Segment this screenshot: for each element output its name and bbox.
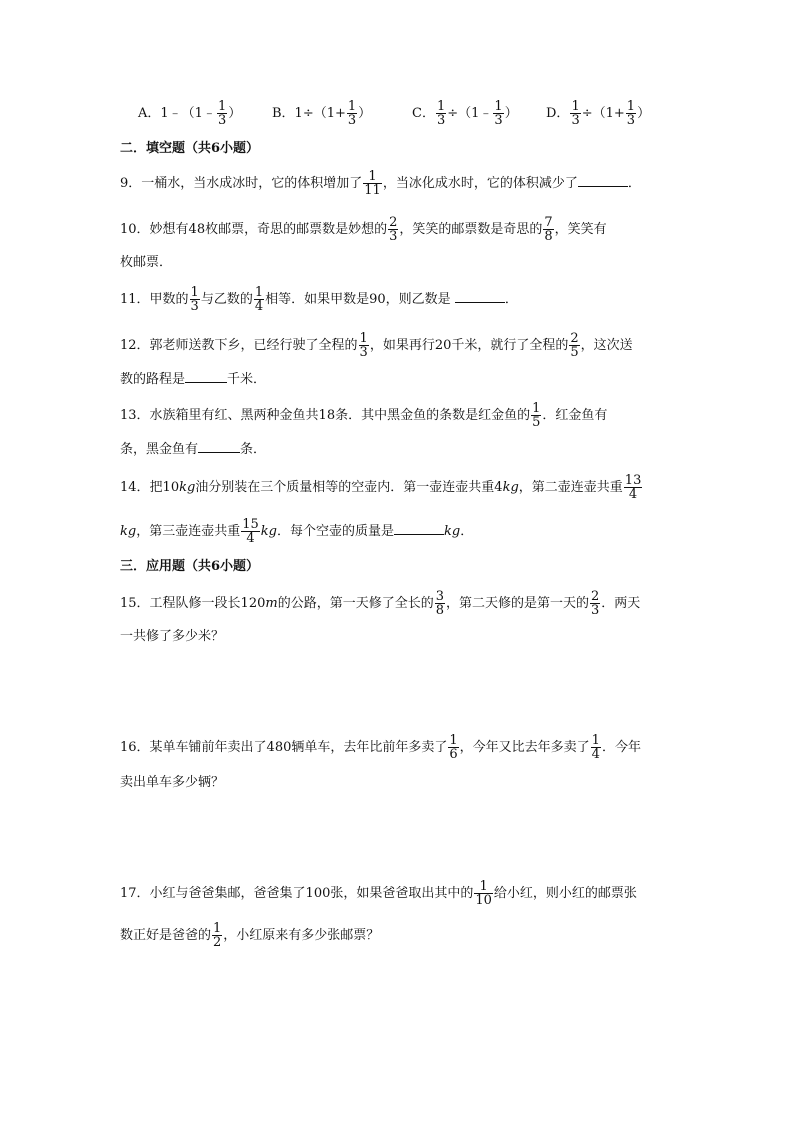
fraction: $\frac{1}{3}$: [494, 99, 503, 128]
fraction: $\frac{1}{3}$: [190, 285, 199, 314]
question-12-line2: 教的路程是 千米．: [120, 368, 266, 391]
fraction: $\frac{1}{4}$: [591, 733, 600, 762]
fraction: $\frac{1}{10}$: [475, 879, 492, 908]
question-12: 12．郭老师送教下乡，已经行驶了全程的 $\frac{1}{3}$ ，如果再行20千米，就行了全程的 $\frac{2}{5}$ ，这次送: [120, 331, 633, 360]
option-d: D． $\frac{1}{3}$ ÷（1+ $\frac{1}{3}$ ）: [546, 99, 651, 128]
fraction: $\frac{1}{11}$: [364, 169, 381, 198]
answer-blank[interactable]: [185, 368, 227, 383]
question-13-line2: 条，黑金鱼有 条．: [120, 438, 266, 461]
section-heading-application: 三．应用题（共6小题）: [120, 559, 260, 574]
answer-blank[interactable]: [394, 520, 444, 535]
option-c: C． $\frac{1}{3}$ ÷（1﹣ $\frac{1}{3}$ ）: [412, 99, 518, 128]
section-heading-fill-in: 二．填空题（共6小题）: [120, 141, 260, 156]
fraction: $\frac{1}{3}$: [626, 99, 636, 128]
fraction: $\frac{1}{4}$: [254, 285, 264, 314]
question-14-line2: kg，第三壶连壶共重 $\frac{15}{4}$ kg．每个空壶的质量是 kg．: [120, 517, 474, 546]
fraction: $\frac{2}{5}$: [570, 331, 579, 360]
answer-blank[interactable]: [455, 288, 505, 303]
fraction: $\frac{7}{8}$: [544, 215, 553, 244]
fraction: $\frac{1}{3}$: [359, 331, 368, 360]
fraction: $\frac{13}{4}$: [624, 473, 642, 502]
fraction: $\frac{3}{8}$: [435, 589, 444, 618]
fraction: $\frac{1}{3}$: [217, 99, 227, 128]
fraction: $\frac{1}{5}$: [532, 401, 541, 430]
question-16-line2: 卖出单车多少辆？: [120, 775, 225, 790]
question-16: 16．某单车铺前年卖出了480辆单车，去年比前年多卖了 $\frac{1}{6}$ ，今年又比去年多卖了 $\frac{1}{4}$ ．今年: [120, 733, 641, 762]
option-a: A．1﹣（1﹣ $\frac{1}{3}$ ）: [138, 99, 242, 128]
question-13: 13．水族箱里有红、黑两种金鱼共18条．其中黑金鱼的条数是红金鱼的 $\frac{1}{5}$ ．红金鱼有: [120, 401, 608, 430]
answer-blank[interactable]: [578, 172, 628, 187]
fraction: $\frac{15}{4}$: [242, 517, 259, 546]
question-10: 10．妙想有48枚邮票，奇思的邮票数是妙想的 $\frac{2}{3}$ ，笑笑的邮票数是奇思的 $\frac{7}{8}$ ，笑笑有: [120, 215, 607, 244]
question-14: 14．把10kg油分别装在三个质量相等的空壶内．第一壶连壶共重4kg，第二壶连壶共重 $\frac{13}{4}$: [120, 473, 642, 502]
answer-blank[interactable]: [198, 438, 240, 453]
question-15-line2: 一共修了多少米？: [120, 629, 225, 644]
fraction: $\frac{2}{3}$: [591, 589, 600, 618]
fraction: $\frac{1}{6}$: [449, 733, 458, 762]
question-9: 9．一桶水，当水成冰时，它的体积增加了 $\frac{1}{11}$ ，当冰化成水时，它的体积减少了 ．: [120, 169, 641, 198]
option-b: B．1÷（1+ $\frac{1}{3}$ ）: [272, 99, 372, 128]
fraction: $\frac{1}{3}$: [347, 99, 357, 128]
question-17-line2: 数正好是爸爸的 $\frac{1}{2}$ ，小红原来有多少张邮票？: [120, 921, 380, 950]
question-17: 17．小红与爸爸集邮，爸爸集了100张，如果爸爸取出其中的 $\frac{1}{10}$ 给小红，则小红的邮票张: [120, 879, 637, 908]
fraction: $\frac{1}{3}$: [571, 99, 580, 128]
fraction: $\frac{1}{2}$: [213, 921, 222, 950]
question-11: 11．甲数的 $\frac{1}{3}$ 与乙数的 $\frac{1}{4}$ 相等．如果甲数是90，则乙数是 ．: [120, 285, 518, 314]
question-10-line2: 枚邮票．: [120, 255, 173, 270]
fraction: $\frac{2}{3}$: [389, 215, 398, 244]
fraction: $\frac{1}{3}$: [436, 99, 446, 128]
question-15: 15．工程队修一段长120m的公路，第一天修了全长的 $\frac{3}{8}$ ，第二天修的是第一天的 $\frac{2}{3}$ ．两天: [120, 589, 641, 618]
